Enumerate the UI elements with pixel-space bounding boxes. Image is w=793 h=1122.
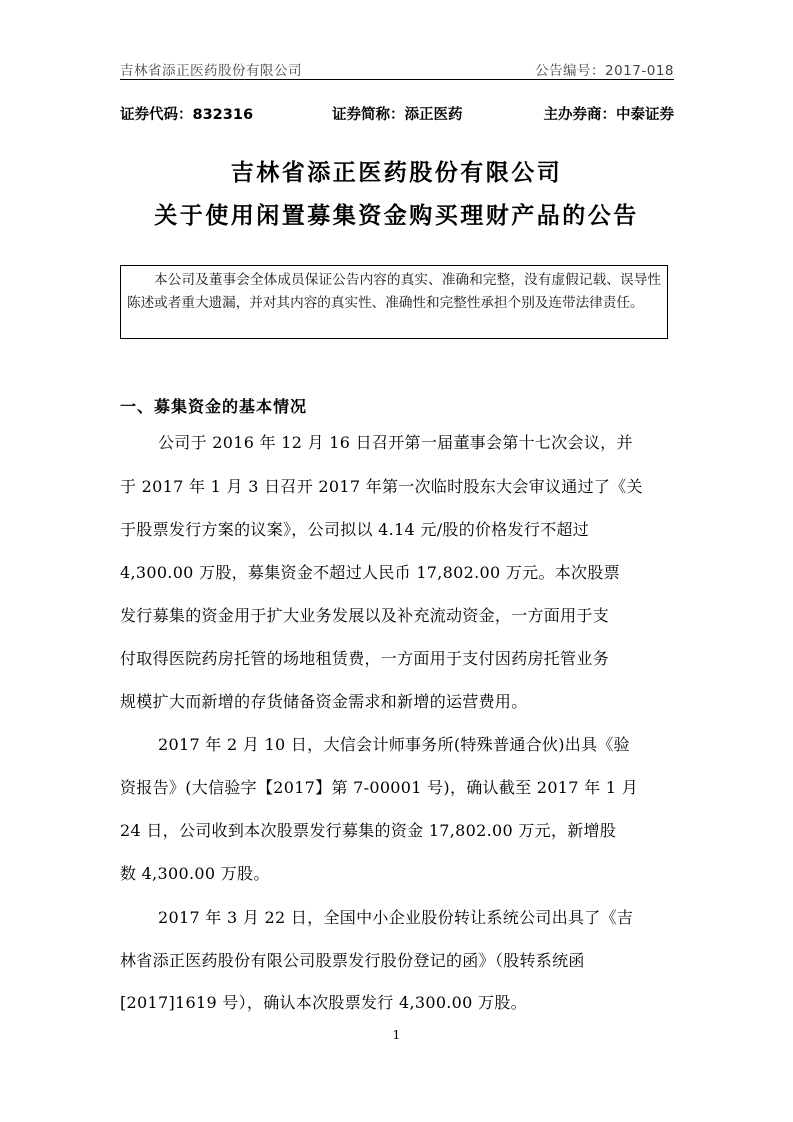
paragraph-3-line: [2017]1619 号），确认本次股票发行 4,300.00 万股。 (120, 993, 527, 1012)
paragraph-1-line: 付取得医院药房托管的场地租赁费，一方面用于支付因药房托管业务 (120, 649, 610, 668)
paragraph-2-line: 24 日，公司收到本次股票发行募集的资金 17,802.00 万元，新增股 (120, 821, 617, 840)
paragraph-1-line: 于 2017 年 1 月 3 日召开 2017 年第一次临时股东大会审议通过了《关 (120, 477, 643, 496)
document-title-line-1: 吉林省添正医药股份有限公司 (230, 160, 563, 186)
securities-info (120, 103, 674, 125)
securities-code: 证券代码：832316 (120, 107, 254, 123)
paragraph-1-line: 规模扩大而新增的存货储备资金需求和新增的运营费用。 (120, 692, 528, 711)
paragraph-2-line: 2017 年 2 月 10 日，大信会计师事务所(特殊普通合伙)出具《验 (158, 735, 630, 754)
securities-abbreviation: 证券简称：添正医药 (332, 107, 463, 123)
paragraph-1-line: 于股票发行方案的议案》，公司拟以 4.14 元/股的价格发行不超过 (120, 520, 590, 539)
paragraph-2-line: 资报告》(大信验字【2017】第 7-00001 号)，确认截至 2017 年 1 月 (120, 778, 639, 797)
paragraph-3-line: 林省添正医药股份有限公司股票发行股份登记的函》（股转系统函 (120, 951, 585, 970)
sponsoring-broker: 主办券商：中泰证券 (543, 107, 674, 123)
notice-text: 本公司及董事会全体成员保证公告内容的真实、准确和完整，没有虚假记载、误导性陈述或者重大遗漏，并对其内容的真实性、准确性和完整性承担个别及连带法律责任。 (127, 272, 661, 311)
header-announcement-number: 公告编号：2017-018 (535, 63, 674, 79)
paragraph-1-line: 公司于 2016 年 12 月 16 日召开第一届董事会第十七次会议，并 (158, 433, 633, 452)
header-company-name: 吉林省添正医药股份有限公司 (120, 63, 302, 79)
page-number: 1 (392, 1028, 401, 1042)
paragraph-1-line: 发行募集的资金用于扩大业务发展以及补充流动资金，一方面用于支 (120, 606, 610, 625)
paragraph-1-line: 4,300.00 万股，募集资金不超过人民币 17,802.00 万元。本次股票 (120, 563, 620, 582)
board-guarantee-notice (120, 265, 668, 339)
paragraph-2-line: 数 4,300.00 万股。 (120, 864, 270, 883)
paragraph-3-line: 2017 年 3 月 22 日，全国中小企业股份转让系统公司出具了《吉 (158, 908, 634, 927)
page-header (120, 57, 674, 80)
document-title-line-2: 关于使用闲置募集资金购买理财产品的公告 (154, 203, 639, 229)
section-heading: 一、募集资金的基本情况 (120, 397, 308, 416)
